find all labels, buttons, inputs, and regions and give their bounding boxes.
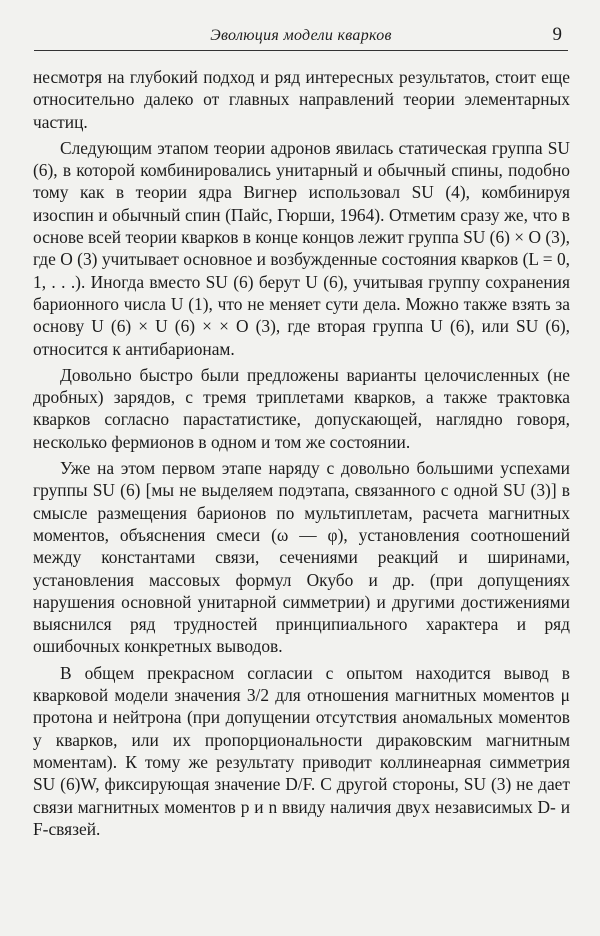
page-number: 9: [552, 24, 562, 45]
paragraph-4: Уже на этом первом этапе наряду с довольно большими успехами группы SU (6) [мы не выделяем подэтапа, связанного с одной SU (3)] в смысле размещения барионов по мультиплетам, расчета магнитных моментов, объяснения смеси (ω — φ), установления соотношений между константами связи, сечениями реакций и ширинами, установления массовых формул Окубо и др. (при допущениях нарушения основной унитарной симметрии) и другими достижениями выяснился ряд трудностей принципиального характера и ряд ошибочных конкретных выводов.: [33, 458, 570, 657]
chapter-title: Эволюция модели кварков: [210, 27, 392, 44]
running-head: [34, 24, 568, 51]
paragraph-3: Довольно быстро были предложены варианты целочисленных (не дробных) зарядов, с тремя триплетами кварков, а также трактовка кварков согласно парастатистике, допускающей, наглядно говоря, несколько фермионов в одном и том же состоянии.: [33, 364, 570, 452]
paragraph-1: несмотря на глубокий подход и ряд интересных результатов, стоит еще относительно далеко от главных направлений теории элементарных частиц.: [33, 67, 570, 132]
body-text: [33, 66, 570, 844]
paragraph-2: Следующим этапом теории адронов явилась статическая группа SU (6), в которой комбинировались унитарный и обычный спины, подобно тому как в теории ядра Вигнер использовал SU (4), комбинируя изоспин и обычный спин (Пайс, Гюрши, 1964). Отметим сразу же, что в основе всей теории кварков в конце концов лежит группа SU (6) × O (3), где O (3) учитывает основное и возбужденные состояния кварков (L = 0, 1, . . .). Иногда вместо SU (6) берут U (6), учитывая группу сохранения барионного числа U (1), что не меняет сути дела. Можно также взять за основу U (6) × U (6) × × O (3), где вторая группа U (6), или SU (6), относится к антибарионам.: [33, 137, 570, 359]
paragraph-5: В общем прекрасном согласии с опытом находится вывод в кварковой модели значения 3/2 для отношения магнитных моментов μ протона и нейтрона (при допущении отсутствия аномальных моментов у кварков, или их пропорциональности дираковским магнитным моментам). К тому же результату приводит коллинеарная симметрия SU (6)W, фиксирующая значение D/F. С другой стороны, SU (3) не дает связи магнитных моментов p и n ввиду наличия двух независимых D- и F-связей.: [33, 662, 570, 839]
